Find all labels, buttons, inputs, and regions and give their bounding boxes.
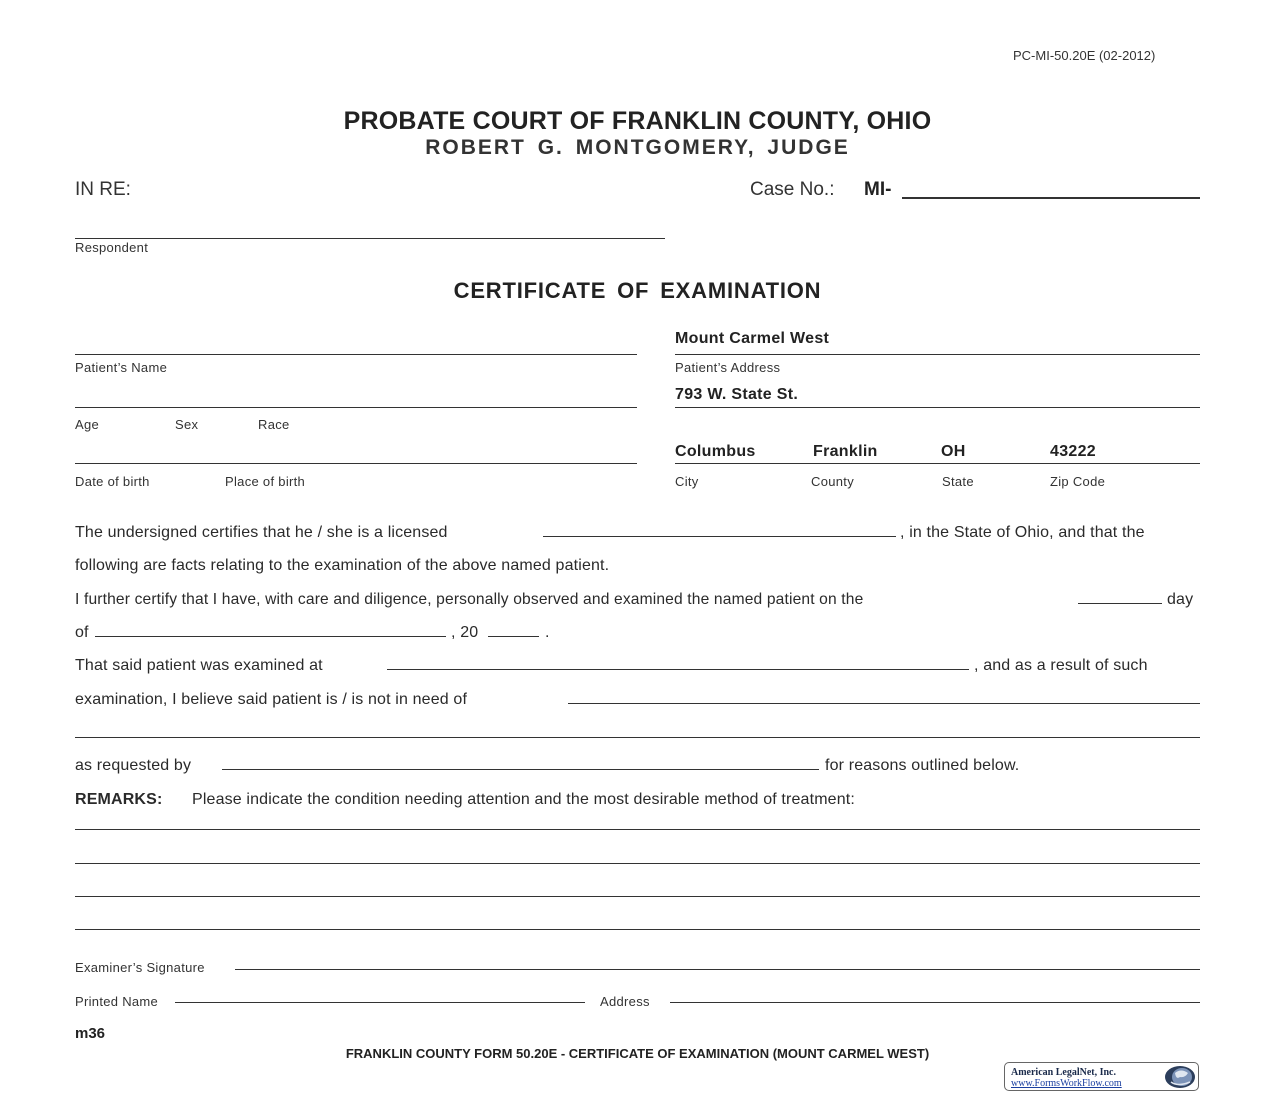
in-re-label: IN RE: (75, 179, 131, 200)
address-label: Patient’s Address (675, 360, 781, 375)
reasons-text: for reasons outlined below. (825, 757, 1020, 774)
exam-year-field[interactable] (488, 636, 539, 637)
race-label: Race (258, 417, 290, 432)
badge-url[interactable]: www.FormsWorkFlow.com (1011, 1078, 1122, 1089)
exam-day-field[interactable] (1078, 603, 1162, 604)
county-label: County (811, 474, 854, 489)
examiner-address-field[interactable] (670, 1002, 1200, 1003)
requested-by-text: as requested by (75, 757, 192, 774)
city-label: City (675, 474, 699, 489)
street-value: 793 W. State St. (675, 386, 799, 403)
printed-name-label: Printed Name (75, 994, 159, 1009)
as-result-text: , and as a result of such (974, 657, 1148, 674)
case-no-label: Case No.: (750, 179, 835, 200)
sex-label: Sex (175, 417, 199, 432)
street-field[interactable] (675, 407, 1200, 408)
birth-field[interactable] (75, 463, 637, 464)
certificate-title: CERTIFICATE OF EXAMINATION (453, 278, 822, 303)
city-value: Columbus (675, 443, 756, 460)
patient-name-label: Patient’s Name (75, 360, 168, 375)
city-state-zip-field[interactable] (675, 463, 1200, 464)
remarks-instructions: Please indicate the condition needing attention and the most desirable method of treatment: (192, 791, 855, 808)
case-no-field[interactable] (902, 197, 1200, 199)
remarks-line-2[interactable] (75, 863, 1200, 864)
need-of-field[interactable] (568, 703, 1200, 704)
case-no-prefix: MI- (864, 179, 892, 200)
exam-month-field[interactable] (95, 636, 446, 637)
need-of-continued-field[interactable] (75, 737, 1200, 738)
printed-name-field[interactable] (175, 1002, 585, 1003)
zip-label: Zip Code (1050, 474, 1106, 489)
pob-label: Place of birth (225, 474, 306, 489)
zip-value: 43222 (1050, 443, 1096, 460)
legalnet-badge[interactable] (1004, 1062, 1199, 1091)
badge-company: American LegalNet, Inc. (1011, 1067, 1116, 1078)
exam-location-field[interactable] (387, 669, 969, 670)
facts-text: following are facts relating to the examination of the above named patient. (75, 557, 610, 574)
judge-name: ROBERT G. MONTGOMERY, JUDGE (425, 136, 850, 159)
remarks-line-4[interactable] (75, 929, 1200, 930)
respondent-field[interactable] (75, 238, 665, 239)
license-type-field[interactable] (543, 536, 896, 537)
state-label: State (942, 474, 974, 489)
examiner-address-label: Address (600, 994, 650, 1009)
age-label: Age (75, 417, 100, 432)
respondent-label: Respondent (75, 240, 149, 255)
page-code: m36 (75, 1025, 106, 1042)
licensed-text: The undersigned certifies that he / she is a licensed (75, 524, 448, 541)
examiner-signature-field[interactable] (235, 969, 1200, 970)
dob-label: Date of birth (75, 474, 150, 489)
age-sex-race-field[interactable] (75, 407, 637, 408)
remarks-line-1[interactable] (75, 829, 1200, 830)
remarks-line-3[interactable] (75, 896, 1200, 897)
address-field[interactable] (675, 354, 1200, 355)
year-prefix-text: , 20 (451, 624, 479, 641)
examiner-signature-label: Examiner’s Signature (75, 960, 205, 975)
requested-by-field[interactable] (222, 769, 819, 770)
day-text: day (1167, 591, 1194, 608)
state-value: OH (941, 443, 966, 460)
in-need-of-text: examination, I believe said patient is / is not in need of (75, 691, 468, 708)
of-text: of (75, 624, 89, 641)
remarks-label: REMARKS: (75, 791, 163, 808)
globe-icon (1163, 1064, 1197, 1090)
form-code: PC-MI-50.20E (02-2012) (1013, 48, 1156, 63)
address-value: Mount Carmel West (675, 330, 830, 347)
examined-at-text: That said patient was examined at (75, 657, 323, 674)
period-text: . (545, 624, 550, 641)
certify-text: I further certify that I have, with care and diligence, personally observed and examined the named patient on the (75, 591, 864, 608)
footer-text: FRANKLIN COUNTY FORM 50.20E - CERTIFICATE OF EXAMINATION (MOUNT CARMEL WEST) (345, 1046, 930, 1061)
county-value: Franklin (813, 443, 878, 460)
state-of-ohio-text: , in the State of Ohio, and that the (900, 524, 1145, 541)
court-title: PROBATE COURT OF FRANKLIN COUNTY, OHIO (343, 107, 932, 135)
patient-name-field[interactable] (75, 354, 637, 355)
